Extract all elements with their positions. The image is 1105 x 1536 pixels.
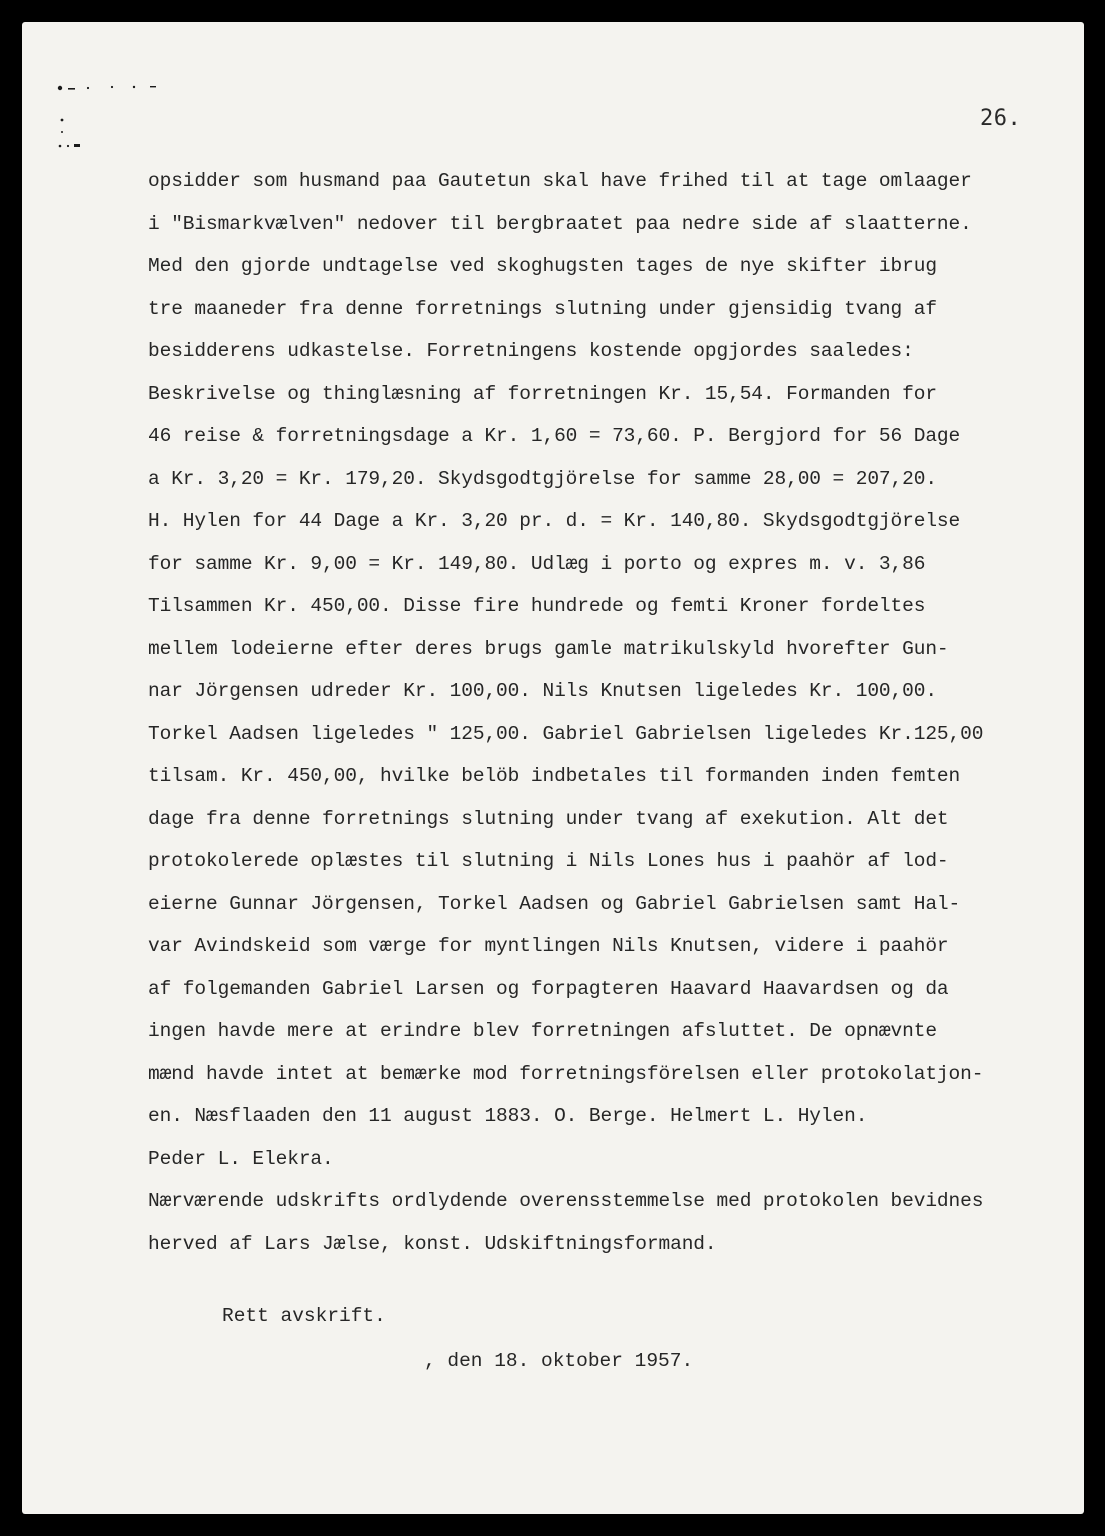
- document-page: [22, 22, 1084, 1514]
- page-number: 26.: [980, 106, 1022, 131]
- text-line: en. Næsflaaden den 11 august 1883. O. Berge. Helmert L. Hylen.: [148, 1105, 868, 1127]
- text-line: Peder L. Elekra.: [148, 1147, 334, 1170]
- document-body: [148, 160, 1078, 1265]
- text-line: eierne Gunnar Jörgensen, Torkel Aadsen og Gabriel Gabrielsen samt Hal-: [148, 892, 961, 915]
- text-line: Med den gjorde undtagelse ved skoghugsten tages de nye skifter ibrug: [148, 255, 937, 277]
- text-line: mellem lodeierne efter deres brugs gamle matrikulskyld hvorefter Gun-: [148, 637, 949, 660]
- text-line: a Kr. 3,20 = Kr. 179,20. Skydsgodtgjörelse for samme 28,00 = 207,20.: [148, 467, 937, 490]
- text-line: 46 reise & forretningsdage a Kr. 1,60 = 73,60. P. Bergjord for 56 Dage: [148, 425, 961, 447]
- attestation: Rett avskrift.: [222, 1305, 386, 1327]
- text-line: tilsam. Kr. 450,00, hvilke belöb indbetales til formanden inden femten: [148, 765, 961, 787]
- date-line: , den 18. oktober 1957.: [424, 1350, 694, 1372]
- text-line: H. Hylen for 44 Dage a Kr. 3,20 pr. d. = Kr. 140,80. Skydsgodtgjörelse: [148, 510, 961, 532]
- text-line: Tilsammen Kr. 450,00. Disse fire hundrede og femti Kroner fordeltes: [148, 595, 926, 617]
- text-line: Nærværende udskrifts ordlydende overensstemmelse med protokolen bevidnes: [148, 1190, 984, 1212]
- text-line: tre maaneder fra denne forretnings slutning under gjensidig tvang af: [148, 297, 937, 320]
- text-line: Torkel Aadsen ligeledes " 125,00. Gabriel Gabrielsen ligeledes Kr.125,00: [148, 722, 984, 745]
- text-line: var Avindskeid som værge for myntlingen Nils Knutsen, videre i paahör: [148, 935, 949, 957]
- text-line: af folgemanden Gabriel Larsen og forpagteren Haavard Haavardsen og da: [148, 977, 949, 1000]
- text-line: besidderens udkastelse. Forretningens kostende opgjordes saaledes:: [148, 340, 914, 362]
- text-line: nar Jörgensen udreder Kr. 100,00. Nils Knutsen ligeledes Kr. 100,00.: [148, 680, 937, 702]
- text-line: for samme Kr. 9,00 = Kr. 149,80. Udlæg i porto og expres m. v. 3,86: [148, 552, 926, 575]
- text-line: Beskrivelse og thinglæsning af forretningen Kr. 15,54. Formanden for: [148, 382, 937, 405]
- text-line: herved af Lars Jælse, konst. Udskiftningsformand.: [148, 1232, 717, 1255]
- text-line: ingen havde mere at erindre blev forretningen afsluttet. De opnævnte: [148, 1020, 937, 1042]
- text-line: protokolerede oplæstes til slutning i Nils Lones hus i paahör af lod-: [148, 850, 949, 872]
- text-line: i "Bismarkvælven" nedover til bergbraatet paa nedre side af slaatterne.: [148, 212, 972, 235]
- text-line: mænd havde intet at bemærke mod forretningsförelsen eller protokolatjon-: [148, 1062, 984, 1085]
- text-line: opsidder som husmand paa Gautetun skal have frihed til at tage omlaager: [148, 170, 972, 192]
- text-line: dage fra denne forretnings slutning under tvang af exekution. Alt det: [148, 807, 949, 830]
- stray-ink-marks: [56, 74, 166, 154]
